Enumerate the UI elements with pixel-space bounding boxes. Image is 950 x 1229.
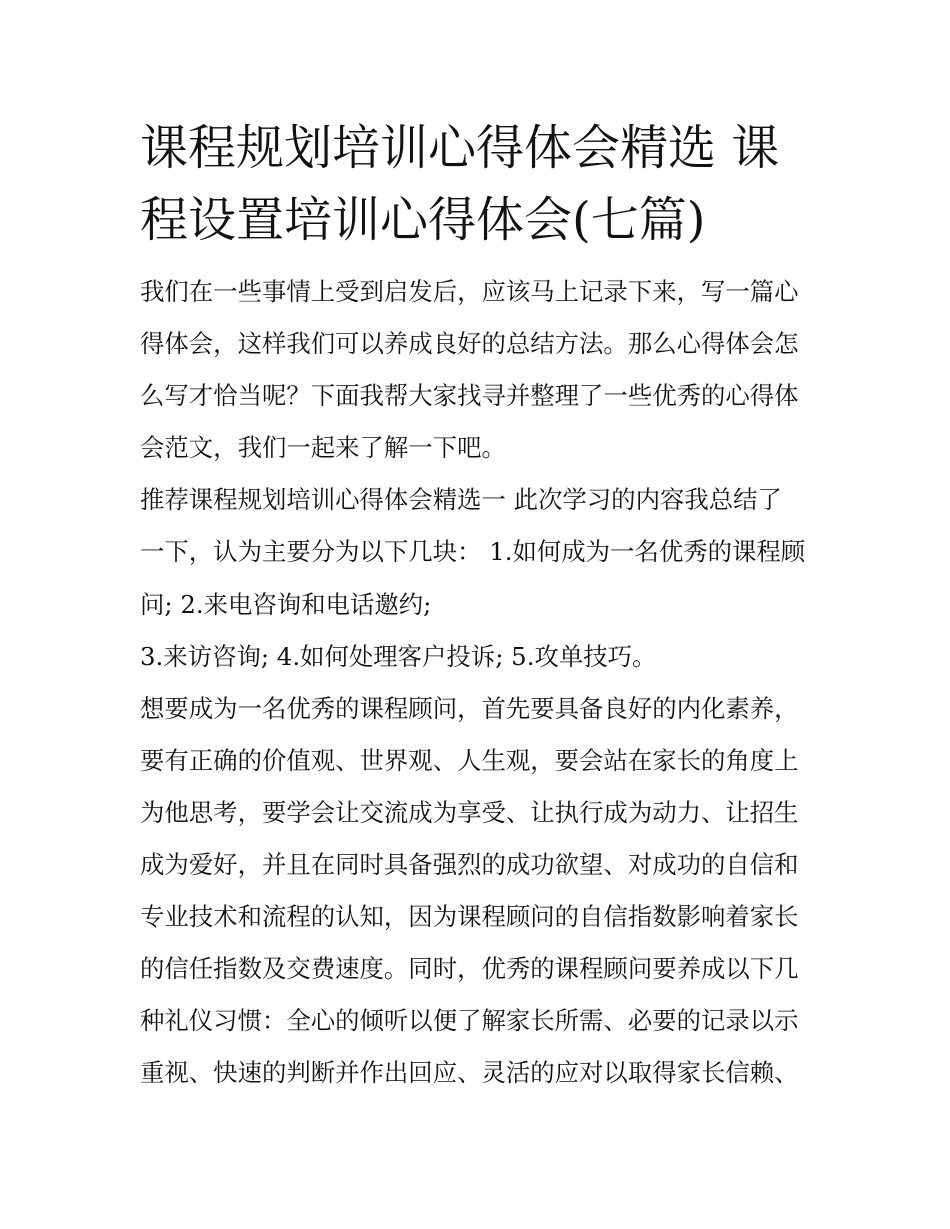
text-line: 的信任指数及交费速度。同时，优秀的课程顾问要养成以下几 (140, 954, 799, 984)
document-body (140, 266, 812, 1100)
text-line: 成为爱好，并且在同时具备强烈的成功欲望、对成功的自信和 (140, 850, 799, 880)
paragraph-intro (140, 266, 812, 474)
text-line: 得体会，这样我们可以养成良好的总结方法。那么心得体会怎 (140, 329, 799, 359)
text-line: 会范文，我们一起来了解一下吧。 (140, 433, 506, 463)
text-line: 想要成为一名优秀的课程顾问，首先要具备良好的内化素养， (140, 693, 799, 723)
text-line: 要有正确的价值观、世界观、人生观，要会站在家长的角度上 (140, 745, 799, 775)
paragraph-recommendation (140, 474, 812, 630)
paragraph-course-consultant (140, 683, 812, 1100)
text-line: 3.来访咨询; 4.如何处理客户投诉; 5.攻单技巧。 (140, 641, 657, 671)
text-line: 专业技术和流程的认知，因为课程顾问的自信指数影响着家长 (140, 902, 799, 932)
text-line: 么写才恰当呢？下面我帮大家找寻并整理了一些优秀的心得体 (140, 381, 799, 411)
document-title (140, 112, 812, 256)
title-line: 程设置培训心得体会(七篇) (140, 192, 706, 248)
text-line: 一下，认为主要分为以下几块： 1.如何成为一名优秀的课程顾 (140, 537, 806, 567)
text-line: 问; 2.来电咨询和电话邀约; (140, 589, 432, 619)
text-line: 我们在一些事情上受到启发后，应该马上记录下来，写一篇心 (140, 277, 799, 306)
title-line: 课程规划培训心得体会精选 课 (140, 120, 780, 176)
document-page (140, 112, 812, 1100)
paragraph-list-continued (140, 631, 812, 683)
text-line: 种礼仪习惯：全心的倾听以便了解家长所需、必要的记录以示 (140, 1006, 799, 1036)
text-line: 推荐课程规划培训心得体会精选一 此次学习的内容我总结了 (140, 485, 782, 515)
text-line: 重视、快速的判断并作出回应、灵活的应对以取得家长信赖、 (140, 1058, 799, 1088)
text-line: 为他思考，要学会让交流成为享受、让执行成为动力、让招生 (140, 797, 799, 827)
